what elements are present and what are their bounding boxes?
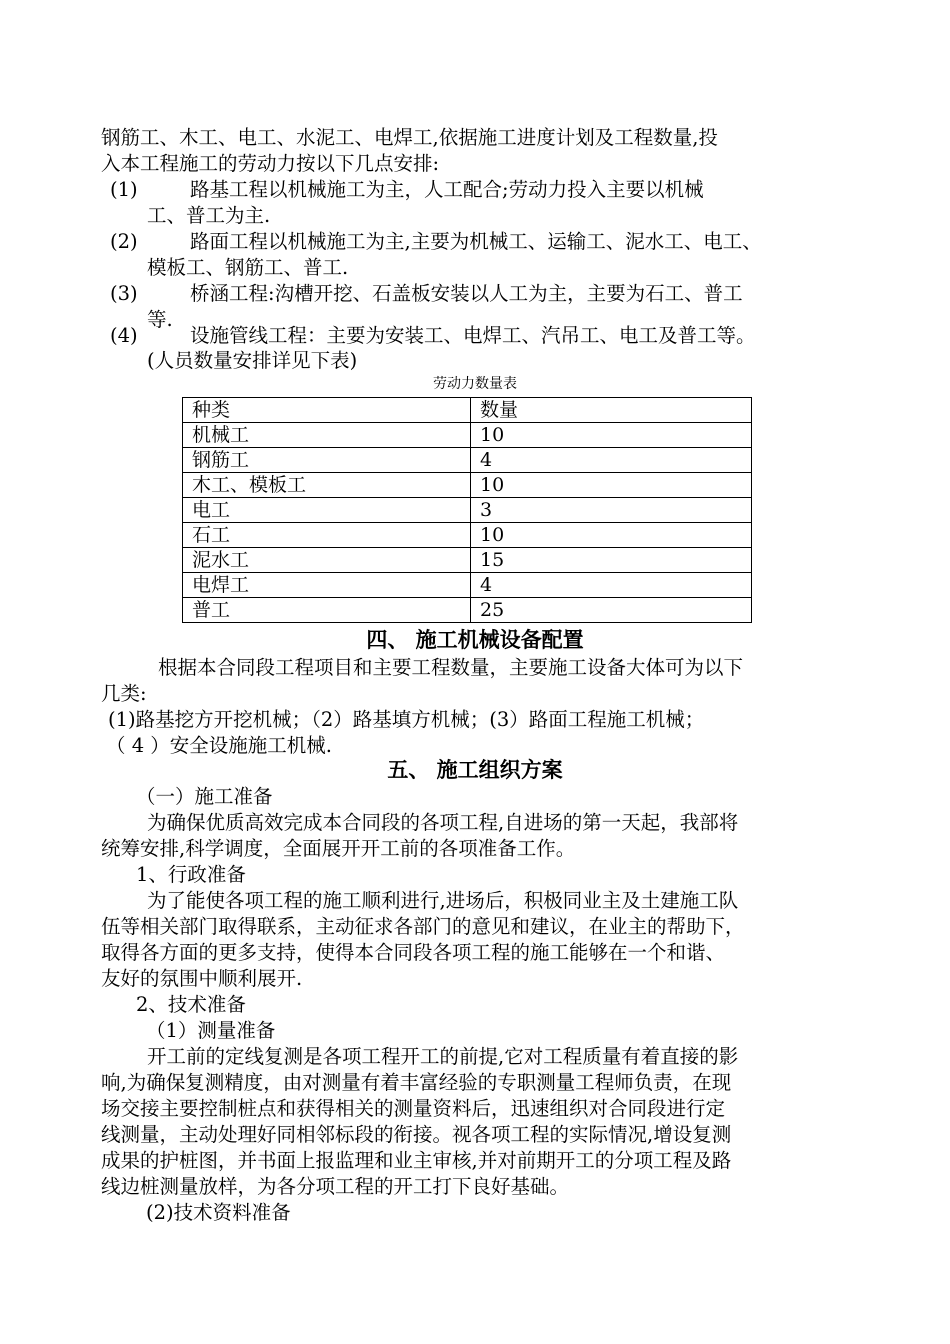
list-item-text-cont: 工、普工为主. [147, 204, 271, 227]
paragraph-line: 几类: [101, 682, 147, 705]
table-cell-type: 电焊工 [183, 573, 471, 598]
paragraph-line: (1)路基挖方开挖机械；（2）路基填方机械；(3）路面工程施工机械； [108, 708, 705, 731]
table-row [183, 498, 752, 523]
list-item-text-cont: (人员数量安排详见下表) [147, 349, 358, 372]
table-row [183, 423, 752, 448]
table-row [183, 448, 752, 473]
section-heading-5: 五、 施工组织方案 [387, 757, 563, 782]
subheading: 1、行政准备 [136, 863, 246, 886]
table-header-cell: 数量 [471, 398, 752, 423]
paragraph-line: 伍等相关部门取得联系，主动征求各部门的意见和建议，在业主的帮助下， [101, 915, 745, 938]
section-heading-4: 四、 施工机械设备配置 [366, 627, 584, 652]
table-row [183, 573, 752, 598]
subheading: （一）施工准备 [136, 785, 273, 808]
paragraph-line: 为确保优质高效完成本合同段的各项工程,自进场的第一天起，我部将 [147, 811, 739, 834]
subheading: (2)技术资料准备 [146, 1201, 291, 1224]
table-cell-type: 电工 [183, 498, 471, 523]
list-item-number: (3) [110, 282, 138, 305]
table-cell-count: 25 [471, 598, 752, 623]
list-item-text-cont: 模板工、钢筋工、普工. [147, 256, 349, 279]
table-cell-count: 10 [471, 523, 752, 548]
table-cell-type: 泥水工 [183, 548, 471, 573]
paragraph-line: 响,为确保复测精度，由对测量有着丰富经验的专职测量工程师负责，在现 [101, 1071, 732, 1094]
table-caption: 劳动力数量表 [433, 376, 517, 392]
paragraph-line: 开工前的定线复测是各项工程开工的前提,它对工程质量有着直接的影 [147, 1045, 739, 1068]
paragraph-line: 场交接主要控制桩点和获得相关的测量资料后，迅速组织对合同段进行定 [101, 1097, 726, 1120]
list-item-number: (2) [110, 230, 138, 253]
labor-table [182, 397, 752, 623]
table-cell-count: 3 [471, 498, 752, 523]
table-cell-count: 4 [471, 448, 752, 473]
table-cell-count: 10 [471, 473, 752, 498]
paragraph-line: 为了能使各项工程的施工顺利进行,进场后，积极同业主及土建施工队 [147, 889, 739, 912]
table-row [183, 598, 752, 623]
paragraph-line: （ 4 ）安全设施施工机械. [106, 734, 333, 757]
list-item-text-cont: 等. [147, 308, 173, 331]
list-item-number: (1) [110, 178, 138, 201]
list-item-text: 桥涵工程:沟槽开挖、石盖板安装以人工为主，主要为石工、普工 [190, 282, 743, 305]
list-item-text: 路基工程以机械施工为主，人工配合;劳动力投入主要以机械 [190, 178, 704, 201]
paragraph-line: 成果的护桩图，并书面上报监理和业主审核,并对前期开工的分项工程及路 [101, 1149, 732, 1172]
list-item-text: 路面工程以机械施工为主,主要为机械工、运输工、泥水工、电工、 [190, 230, 762, 253]
table-cell-type: 木工、模板工 [183, 473, 471, 498]
subheading: 2、技术准备 [136, 993, 246, 1016]
table-cell-count: 10 [471, 423, 752, 448]
paragraph-line: 根据本合同段工程项目和主要工程数量，主要施工设备大体可为以下 [158, 656, 744, 679]
table-row [183, 548, 752, 573]
table-cell-count: 15 [471, 548, 752, 573]
table-header-row [183, 398, 752, 423]
list-item-number: (4) [110, 324, 138, 347]
table-header-cell: 种类 [183, 398, 471, 423]
table-cell-type: 机械工 [183, 423, 471, 448]
subheading: （1）测量准备 [146, 1019, 276, 1042]
table-cell-type: 石工 [183, 523, 471, 548]
list-item-text: 设施管线工程：主要为安装工、电焊工、汽吊工、电工及普工等。 [190, 324, 756, 347]
table-row [183, 473, 752, 498]
intro-line-2: 入本工程施工的劳动力按以下几点安排: [101, 152, 440, 175]
intro-line-1: 钢筋工、木工、电工、水泥工、电焊工,依据施工进度计划及工程数量,投 [101, 126, 718, 149]
paragraph-line: 友好的氛围中顺利展开. [101, 967, 303, 990]
table-cell-type: 普工 [183, 598, 471, 623]
table-row [183, 523, 752, 548]
paragraph-line: 线边桩测量放样，为各分项工程的开工打下良好基础。 [101, 1175, 570, 1198]
paragraph-line: 统筹安排,科学调度，全面展开开工前的各项准备工作。 [101, 837, 576, 860]
table-cell-count: 4 [471, 573, 752, 598]
table-cell-type: 钢筋工 [183, 448, 471, 473]
paragraph-line: 取得各方面的更多支持，使得本合同段各项工程的施工能够在一个和谐、 [101, 941, 726, 964]
paragraph-line: 线测量，主动处理好同相邻标段的衔接。视各项工程的实际情况,增设复测 [101, 1123, 732, 1146]
